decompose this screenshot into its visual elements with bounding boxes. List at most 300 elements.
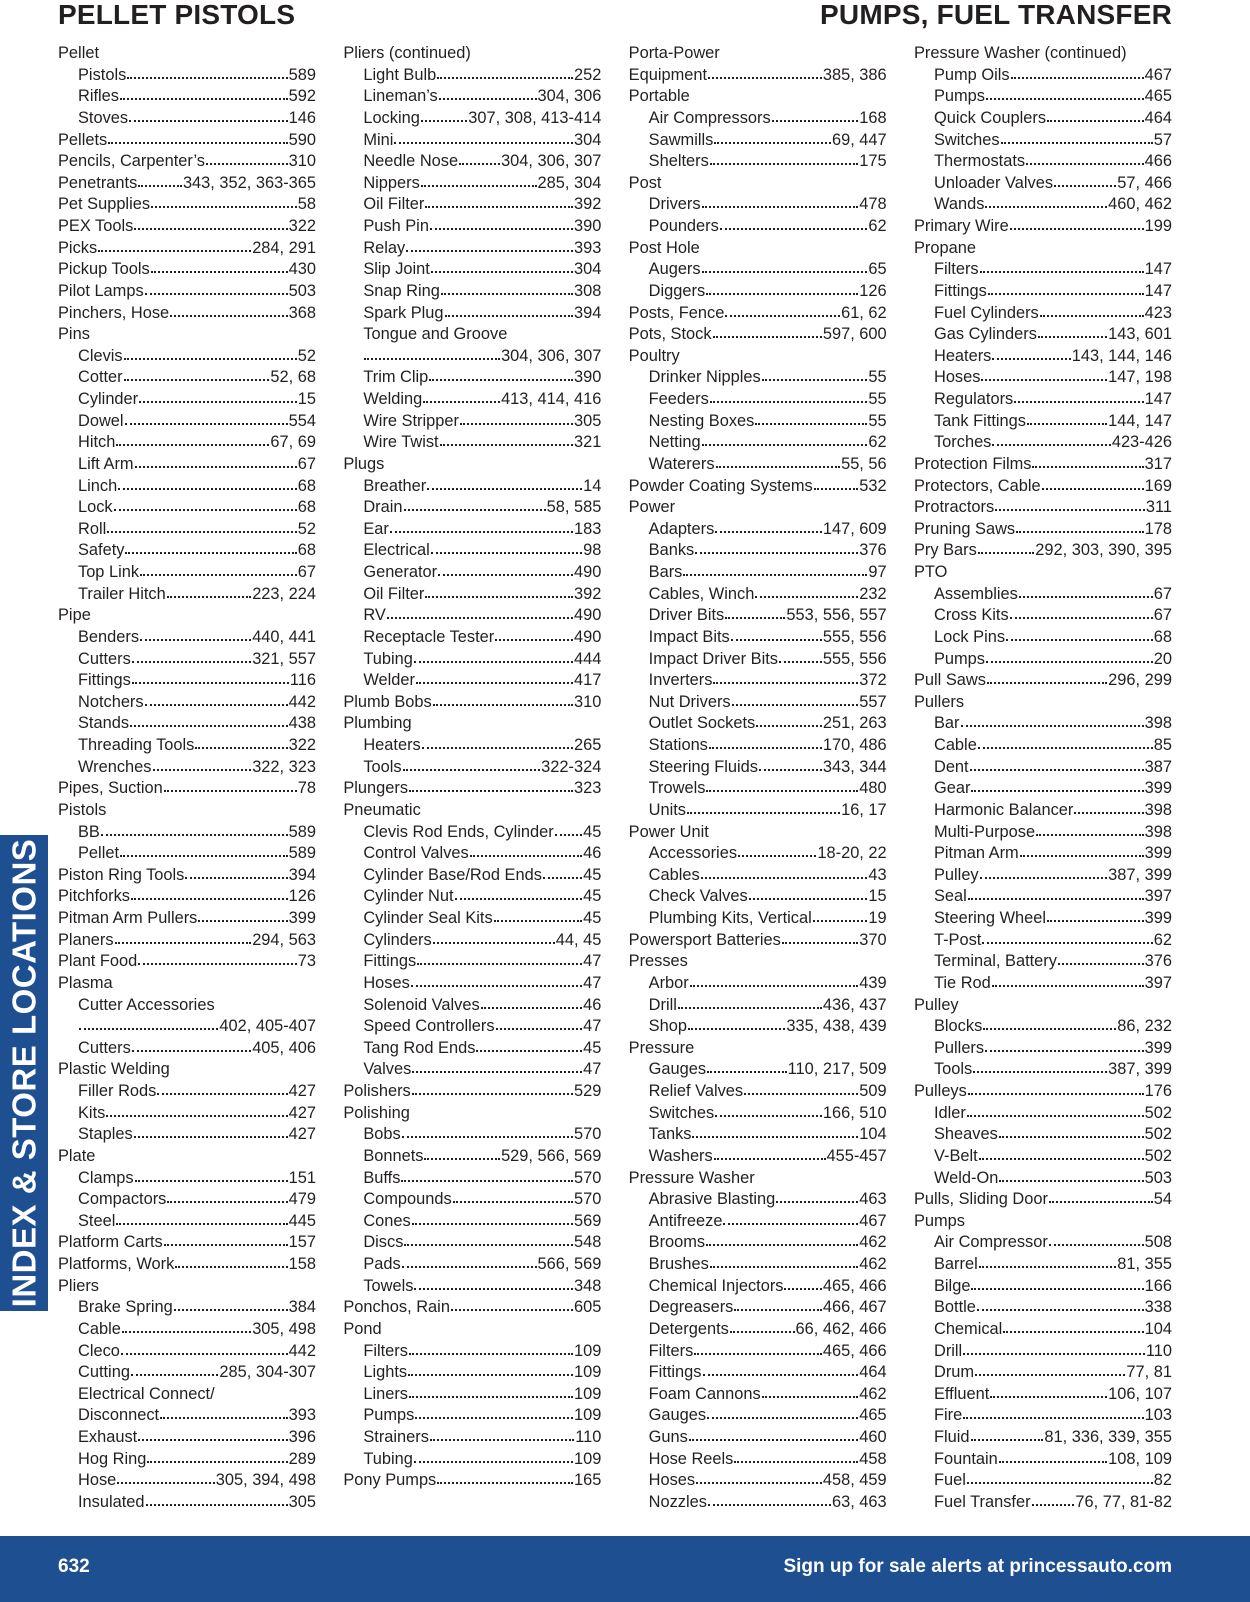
index-entry	[343, 1081, 601, 1103]
entry-page-numbers: 529, 566, 569	[501, 1146, 602, 1165]
index-subentry	[58, 1103, 316, 1125]
dot-leader	[107, 530, 297, 533]
entry-page-numbers: 45	[583, 822, 602, 841]
entry-page-numbers: 55	[868, 390, 887, 408]
entry-label: BB	[78, 822, 100, 841]
index-subentry	[629, 865, 887, 887]
dot-leader	[412, 1070, 582, 1073]
index-subentry	[343, 1362, 601, 1384]
entry-label: Benders	[78, 627, 140, 646]
dot-leader	[1042, 487, 1144, 490]
index-subentry	[629, 1297, 887, 1319]
dot-leader	[185, 876, 287, 879]
entry-label: Harmonic Balancer	[933, 800, 1074, 819]
dot-leader	[988, 292, 1144, 295]
dot-leader	[115, 941, 252, 944]
entry-page-numbers: 445	[288, 1211, 316, 1230]
dot-leader	[412, 1222, 573, 1225]
dot-leader	[720, 227, 868, 230]
index-entry	[343, 1470, 601, 1492]
entry-label: Hoses	[363, 973, 410, 992]
entry-label: Speed Controllers	[363, 1017, 495, 1036]
entry-page-numbers: 392	[573, 195, 602, 214]
entry-label: Drivers	[648, 195, 701, 214]
dot-leader	[160, 1416, 288, 1419]
entry-page-numbers: 169	[1144, 476, 1172, 495]
dot-leader	[980, 876, 1108, 879]
dot-leader	[688, 1027, 785, 1030]
entry-page-numbers: 370	[859, 930, 887, 949]
index-heading: PTO	[913, 563, 948, 581]
dot-leader	[476, 1049, 582, 1052]
dot-leader	[715, 1114, 822, 1117]
index-subentry	[58, 1470, 316, 1492]
index-subentry	[914, 1232, 1172, 1254]
index-subentry	[629, 649, 887, 671]
entry-page-numbers: 20	[1153, 649, 1172, 668]
entry-page-numbers: 47	[583, 973, 602, 992]
entry-page-numbers: 232	[859, 584, 887, 603]
entry-label: Cones	[363, 1211, 411, 1230]
entry-page-numbers: 126	[288, 887, 316, 906]
index-entry	[58, 1254, 316, 1276]
entry-page-numbers: 58, 585	[546, 498, 602, 517]
dot-leader	[408, 1373, 573, 1376]
dot-leader	[459, 162, 500, 165]
index-subentry	[343, 108, 601, 130]
entry-page-numbers: 570	[573, 1190, 602, 1209]
entry-page-numbers: 294, 563	[252, 930, 316, 949]
entry-label: Feeders	[648, 390, 709, 408]
index-subheading: Cutter Accessories	[78, 995, 215, 1014]
entry-page-numbers: 394	[288, 865, 316, 884]
entry-label: Primary Wire	[913, 217, 1009, 235]
dot-leader	[175, 1265, 287, 1268]
entry-page-numbers: 45	[583, 909, 602, 927]
entry-label: Effluent	[933, 1384, 990, 1403]
entry-page-numbers: 81, 355	[1117, 1255, 1172, 1273]
index-heading: Pond	[343, 1319, 382, 1338]
dot-leader	[730, 1330, 795, 1333]
index-subentry	[343, 65, 601, 87]
entry-page-numbers: 65	[868, 260, 887, 279]
entry-page-numbers: 465	[1144, 87, 1172, 106]
index-subentry	[343, 822, 601, 844]
index-subentry	[629, 605, 887, 627]
index-subentry	[914, 367, 1172, 389]
entry-page-numbers: 368	[288, 303, 316, 322]
index-entry	[914, 519, 1172, 541]
dot-leader	[417, 962, 582, 965]
entry-label: Powersport Batteries	[628, 930, 781, 949]
dot-leader	[437, 76, 573, 79]
entry-page-numbers: 385, 386	[822, 65, 887, 84]
entry-label: Chemical Injectors	[648, 1276, 784, 1295]
entry-page-numbers: 502	[1144, 1103, 1172, 1122]
index-subentry	[914, 108, 1172, 130]
entry-page-numbers: 151	[288, 1168, 316, 1187]
entry-label: Guns	[648, 1428, 688, 1446]
index-entry	[58, 216, 316, 238]
index-subentry	[343, 367, 601, 389]
entry-label: Piston Ring Tools	[58, 865, 185, 884]
index-entry	[58, 951, 316, 973]
entry-label: Drill	[933, 1341, 963, 1360]
entry-page-numbers: 427	[288, 1125, 316, 1144]
dot-leader	[963, 1352, 1145, 1355]
entry-page-numbers: 66, 462, 466	[795, 1319, 887, 1338]
index-subentry	[629, 194, 887, 216]
dot-leader	[1026, 162, 1144, 165]
entry-label: Nippers	[363, 173, 420, 192]
index-heading: Poultry	[628, 346, 680, 365]
entry-label: Ponchos, Rain	[343, 1298, 450, 1317]
index-subentry	[629, 1341, 887, 1363]
entry-page-numbers: 465, 466	[822, 1341, 887, 1360]
entry-label: Plumb Bobs	[343, 692, 432, 711]
dot-leader	[708, 1503, 831, 1506]
dot-leader	[118, 487, 297, 490]
entry-label: Terminal, Battery	[933, 952, 1057, 971]
entry-label: Nut Drivers	[648, 692, 731, 711]
dot-leader	[710, 400, 868, 403]
dot-leader	[116, 443, 269, 446]
index-subentry	[58, 86, 316, 108]
entry-page-numbers: 285, 304-307	[219, 1363, 316, 1382]
entry-label: Degreasers	[648, 1298, 734, 1317]
dot-leader	[167, 595, 251, 598]
index-subentry	[58, 1449, 316, 1471]
dot-leader	[987, 681, 1107, 684]
entry-page-numbers: 442	[288, 1341, 316, 1360]
dot-leader	[439, 97, 537, 100]
index-subentry	[629, 151, 887, 173]
entry-page-numbers: 455-457	[826, 1146, 887, 1165]
index-subentry	[629, 432, 887, 454]
entry-label: Fittings	[363, 952, 417, 971]
index-subentry	[343, 843, 601, 865]
entry-label: Kits	[78, 1103, 106, 1122]
entry-label: Wands	[933, 195, 985, 214]
dot-leader	[125, 422, 288, 425]
entry-page-numbers: 52	[297, 346, 316, 365]
dot-leader	[406, 249, 573, 252]
index-subentry	[58, 65, 316, 87]
entry-label: Tubing	[363, 649, 413, 668]
entry-page-numbers: 175	[859, 152, 887, 171]
index-entry	[914, 1081, 1172, 1103]
dot-leader	[779, 660, 822, 663]
entry-label: Pulleys	[913, 1082, 967, 1100]
dot-leader	[440, 443, 573, 446]
dot-leader	[433, 941, 555, 944]
entry-page-numbers: 68	[297, 541, 316, 560]
index-subentry	[629, 908, 887, 930]
entry-page-numbers: 109	[573, 1449, 602, 1468]
entry-label: Pounders	[648, 217, 719, 235]
index-heading: Pumps	[913, 1211, 965, 1230]
entry-page-numbers: 47	[583, 1017, 602, 1036]
dot-leader	[394, 141, 573, 144]
entry-label: Roll	[78, 519, 107, 538]
index-subentry	[914, 432, 1172, 454]
entry-label: Tie Rod	[933, 973, 991, 992]
entry-label: Driver Bits	[648, 606, 725, 625]
index-subentry	[914, 865, 1172, 887]
entry-label: Clevis Rod Ends, Cylinder	[363, 822, 554, 841]
entry-page-numbers: 402, 405-407	[219, 1017, 316, 1036]
entry-label: Hog Ring	[78, 1449, 147, 1468]
dot-leader	[409, 789, 573, 792]
entry-label: Cross Kits	[933, 606, 1009, 625]
entry-page-numbers: 109	[573, 1406, 602, 1425]
index-heading: Plastic Welding	[58, 1060, 170, 1079]
entry-page-numbers: 508	[1144, 1233, 1172, 1252]
entry-page-numbers: 284, 291	[252, 238, 316, 257]
index-subentry	[343, 389, 601, 411]
dot-leader	[692, 1135, 858, 1138]
dot-leader	[106, 1114, 287, 1117]
entry-label: Hose Reels	[648, 1449, 734, 1468]
dot-leader	[131, 897, 288, 900]
index-subentry	[914, 389, 1172, 411]
dot-leader	[982, 941, 1152, 944]
dot-leader	[762, 378, 868, 381]
index-subentry	[629, 454, 887, 476]
entry-label: Inverters	[648, 671, 713, 690]
dot-leader	[744, 1092, 858, 1095]
dot-leader	[713, 335, 822, 338]
dot-leader	[694, 1352, 822, 1355]
entry-page-numbers: 168	[859, 108, 887, 127]
index-subentry	[58, 1427, 316, 1449]
entry-page-numbers: 292, 303, 390, 395	[1035, 541, 1172, 560]
index-subentry	[58, 692, 316, 714]
entry-label: Netting	[648, 433, 701, 452]
entry-label: Steel	[78, 1211, 116, 1230]
index-subentry	[343, 757, 601, 779]
index-subheading: Tongue and Groove	[363, 325, 508, 344]
dot-leader	[971, 1438, 1044, 1441]
index-column-4	[914, 43, 1172, 1523]
entry-page-numbers: 126	[859, 281, 887, 300]
entry-label: Fittings	[933, 281, 987, 300]
dot-leader	[1027, 422, 1107, 425]
entry-label: Receptacle Tester	[363, 627, 495, 646]
index-entry	[58, 130, 316, 152]
entry-page-numbers: 502	[1144, 1146, 1172, 1165]
index-subentry	[343, 1168, 601, 1190]
entry-label: Snap Ring	[363, 281, 440, 300]
index-entry	[629, 324, 887, 346]
dot-leader	[421, 184, 537, 187]
dot-leader	[690, 984, 859, 987]
entry-page-numbers: 55, 56	[841, 454, 887, 473]
entry-page-numbers: 45	[583, 887, 602, 906]
index-subentry	[343, 1038, 601, 1060]
index-entry	[914, 216, 1172, 238]
entry-label: Multi-Purpose	[933, 822, 1036, 841]
entry-page-numbers: 45	[583, 1038, 602, 1057]
entry-label: Unloader Valves	[933, 173, 1054, 192]
entry-page-numbers: 147	[1144, 281, 1172, 300]
entry-page-numbers: 252	[573, 65, 602, 84]
index-subentry	[629, 1319, 887, 1341]
index-subentry	[58, 1124, 316, 1146]
index-entry	[343, 692, 601, 714]
entry-page-numbers: 110	[575, 1428, 602, 1446]
entry-page-numbers: 555, 556	[822, 627, 887, 646]
index-subentry	[629, 584, 887, 606]
dot-leader	[992, 443, 1110, 446]
index-subentry	[914, 1038, 1172, 1060]
entry-label: Torches	[933, 433, 992, 452]
index-heading: Plugs	[343, 454, 385, 473]
index-subentry	[58, 519, 316, 541]
dot-leader	[749, 897, 868, 900]
entry-page-numbers: 529	[573, 1082, 602, 1100]
entry-label: Lock	[78, 498, 113, 517]
dot-leader	[999, 1460, 1107, 1463]
entry-page-numbers: 569	[573, 1211, 602, 1230]
entry-page-numbers: 158	[288, 1255, 316, 1273]
dot-leader	[117, 1481, 214, 1484]
entry-page-numbers: 343, 352, 363-365	[182, 173, 316, 192]
index-subentry	[629, 1405, 887, 1427]
index-subentry	[629, 1103, 887, 1125]
entry-page-numbers: 398	[1144, 714, 1172, 733]
entry-label: RV	[363, 606, 386, 625]
dot-leader	[714, 1157, 826, 1160]
dot-leader	[427, 487, 582, 490]
index-entry	[914, 540, 1172, 562]
index-subentry	[914, 627, 1172, 649]
entry-page-numbers: 438	[288, 714, 316, 733]
dot-leader	[145, 292, 288, 295]
entry-label: Trowels	[648, 779, 706, 798]
dot-leader	[1054, 184, 1116, 187]
index-heading: Portable	[628, 87, 690, 106]
index-subentry	[58, 497, 316, 519]
footer-promo-link[interactable]: Sign up for sale alerts at princessauto.com	[783, 1556, 1172, 1577]
entry-label: Impact Driver Bits	[648, 649, 778, 668]
index-heading: Power	[628, 498, 676, 517]
entry-label: Dowel	[78, 411, 124, 430]
index-subentry	[914, 130, 1172, 152]
entry-page-numbers: 78	[297, 779, 316, 798]
entry-page-numbers: 503	[288, 281, 316, 300]
entry-label: Compounds	[363, 1190, 452, 1209]
entry-label: Stations	[648, 736, 708, 754]
entry-page-numbers: 376	[1144, 952, 1172, 971]
dot-leader	[132, 1049, 251, 1052]
dot-leader	[422, 746, 573, 749]
index-subentry	[58, 367, 316, 389]
index-subentry	[914, 1492, 1172, 1514]
entry-label: Sawmills	[648, 130, 714, 149]
index-subentry	[914, 951, 1172, 973]
dot-leader	[134, 1135, 288, 1138]
entry-label: Accessories	[648, 844, 738, 863]
entry-page-numbers: 502	[1144, 1125, 1172, 1144]
entry-label: Cables, Winch	[648, 584, 755, 603]
dot-leader	[678, 1006, 822, 1009]
index-subentry	[914, 843, 1172, 865]
entry-label: Electrical	[363, 541, 430, 560]
entry-page-numbers: 55	[868, 368, 887, 387]
entry-page-numbers: 104	[1144, 1319, 1172, 1338]
entry-label: Pull Saws	[913, 671, 986, 690]
entry-page-numbers: 480	[859, 779, 887, 798]
index-subentry	[629, 973, 887, 995]
entry-page-numbers: 566, 569	[537, 1255, 602, 1273]
entry-page-numbers: 462	[859, 1384, 887, 1403]
dot-leader	[414, 1287, 573, 1290]
entry-label: Pellet	[78, 844, 120, 863]
entry-page-numbers: 372	[859, 671, 887, 690]
index-subentry	[914, 800, 1172, 822]
dot-leader	[132, 660, 251, 663]
dot-leader	[453, 1200, 573, 1203]
index-subentry	[914, 1341, 1172, 1363]
index-subentry	[629, 562, 887, 584]
index-subentry	[58, 1038, 316, 1060]
entry-label: Fountain	[933, 1449, 998, 1468]
dot-leader	[981, 378, 1107, 381]
dot-leader	[409, 1395, 573, 1398]
dot-leader	[702, 205, 859, 208]
dot-leader	[496, 1027, 583, 1030]
entry-page-numbers: 67	[297, 563, 316, 581]
entry-page-numbers: 289	[288, 1449, 316, 1468]
entry-label: Dent	[933, 757, 969, 776]
dot-leader	[424, 1157, 500, 1160]
entry-label: Bars	[648, 563, 683, 581]
entry-page-numbers: 307, 308, 413-414	[468, 108, 602, 127]
index-subentry	[58, 1341, 316, 1363]
index-entry	[629, 65, 887, 87]
index-subentry	[343, 303, 601, 325]
entry-page-numbers: 15	[297, 390, 316, 408]
entry-page-numbers: 442	[288, 692, 316, 711]
page-footer	[0, 1536, 1250, 1602]
dot-leader	[401, 1179, 573, 1182]
entry-label: Pots, Stock	[628, 325, 712, 344]
index-subentry	[914, 194, 1172, 216]
entry-page-numbers: 396	[288, 1428, 316, 1446]
entry-label: Tools	[933, 1060, 973, 1079]
dot-leader	[402, 1265, 537, 1268]
index-entry	[58, 259, 316, 281]
index-subentry	[914, 1276, 1172, 1298]
dot-leader	[138, 184, 182, 187]
index-subentry	[629, 411, 887, 433]
entry-page-numbers: 570	[573, 1168, 602, 1187]
entry-label: Hoses	[648, 1471, 696, 1490]
index-subentry	[343, 346, 601, 368]
header-right-title: PUMPS, FUEL TRANSFER	[820, 0, 1172, 30]
entry-label: Arbor	[648, 973, 689, 992]
dot-leader	[784, 1287, 821, 1290]
entry-label: Breather	[363, 476, 427, 495]
index-subentry	[914, 757, 1172, 779]
entry-label: Pumps	[933, 649, 985, 668]
index-subentry	[629, 1081, 887, 1103]
entry-page-numbers: 462	[859, 1255, 887, 1273]
entry-page-numbers: 110, 217, 509	[787, 1060, 887, 1079]
entry-label: Discs	[363, 1233, 404, 1252]
entry-page-numbers: 605	[573, 1298, 602, 1317]
